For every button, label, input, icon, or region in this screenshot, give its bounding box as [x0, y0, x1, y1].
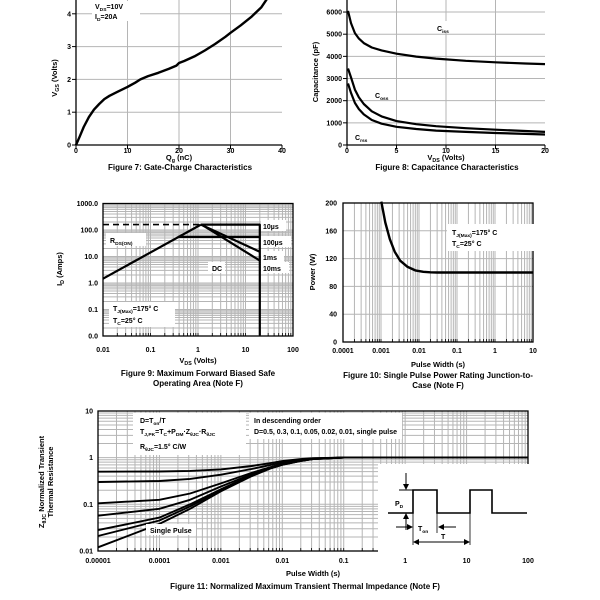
x-tick-label: 10	[529, 348, 537, 355]
y-axis-title: $I_D$ (Amps)	[55, 252, 67, 286]
annotation: $R_{\theta JC}=1.5^\circ$ C/W	[140, 444, 187, 453]
figure-11-chart	[37, 408, 536, 591]
y-axis-title: $V_{GS}$ (Volts)	[50, 59, 62, 97]
y-tick-label: 0.0	[88, 333, 98, 341]
y-tick-label: 80	[329, 283, 337, 291]
annotation: 100µs	[263, 240, 283, 247]
figure-caption: Figure 9: Maximum Forward Biased Safe	[120, 369, 276, 378]
y-tick-label: 1000	[326, 120, 342, 128]
x-tick-label: 10	[442, 148, 450, 155]
x-tick-label: 0.1	[338, 558, 349, 565]
x-tick-label: 1	[403, 558, 408, 565]
x-tick-label: 0.001	[372, 348, 390, 355]
y-axis-title: $Z_{\theta JC}$ Normalized Transient	[37, 435, 49, 529]
y-tick-label: 100.0	[80, 227, 98, 235]
y-tick-label: 200	[325, 200, 337, 208]
x-tick-label: 0	[74, 148, 78, 155]
x-tick-label: 0.01	[412, 348, 426, 355]
y-tick-label: 120	[325, 256, 337, 264]
annotation: $V_{DS}=10V$	[95, 4, 124, 13]
x-tick-label: 0.0001	[332, 348, 354, 355]
annotation: 10ms	[263, 266, 281, 273]
y-axis-title: Power (W)	[308, 253, 317, 291]
annotation: D=0.5, 0.3, 0.1, 0.05, 0.02, 0.01, single pulse	[254, 429, 398, 436]
series-gate-charge-curve	[76, 0, 274, 145]
annotation: 10µs	[263, 224, 279, 231]
y-tick-label: 0	[67, 142, 71, 150]
annotation: 1ms	[263, 255, 278, 262]
y-tick-label: 5000	[326, 31, 342, 39]
figure-9-chart	[55, 201, 299, 388]
x-axis-title: $Q_g$ (nC)	[165, 153, 193, 165]
annotation: Single Pulse	[150, 528, 192, 535]
x-tick-label: 0.01	[275, 558, 290, 565]
figure-caption: Figure 8: Capacitance Characteristics	[375, 163, 519, 172]
x-tick-label: 5	[394, 148, 399, 155]
y-tick-label: 160	[325, 228, 337, 236]
x-tick-label: 0.1	[145, 347, 156, 354]
y-tick-label: 2000	[326, 98, 342, 106]
x-tick-label: 20	[541, 148, 549, 155]
figure-caption: Figure 11: Normalized Maximum Transient Thermal Impedance (Note F)	[170, 582, 440, 591]
annotation: $C_{oss}$	[375, 93, 389, 102]
x-tick-label: 20	[175, 148, 183, 155]
y-tick-label: 0.1	[88, 307, 98, 314]
annotation: $T_C=25^\circ$ C	[452, 241, 482, 250]
x-axis-title: Pulse Width (s)	[285, 569, 341, 578]
y-tick-label: 40	[329, 311, 337, 319]
x-tick-label: 0	[345, 148, 349, 155]
x-tick-label: 100	[522, 558, 534, 565]
x-tick-label: 100	[287, 347, 299, 354]
y-tick-label: 3	[67, 44, 71, 52]
y-axis-title: Thermal Resistance	[46, 446, 55, 518]
annotation: $P_D$	[395, 501, 404, 510]
x-tick-label: 0.1	[452, 348, 462, 355]
x-tick-label: 10	[241, 347, 250, 354]
x-tick-label: 0.001	[212, 558, 230, 565]
x-tick-label: 0.01	[96, 347, 110, 354]
x-axis-title: Pulse Width (s)	[410, 360, 466, 369]
y-tick-label: 4000	[326, 53, 342, 61]
y-tick-label: 1	[67, 109, 71, 117]
annotation: In descending order	[254, 418, 321, 425]
annotation: $T_{J(Max)}=175^\circ$ C	[452, 230, 498, 239]
x-tick-label: 30	[226, 148, 235, 155]
x-tick-label: 0.00001	[85, 558, 111, 565]
annotation: $T_{on}$	[418, 526, 429, 535]
x-tick-label: 10	[123, 148, 132, 155]
annotation: $R_{DS(ON)}$	[110, 238, 133, 247]
y-tick-label: 10.0	[84, 254, 98, 261]
y-tick-label: 1	[89, 455, 93, 463]
figure-10-chart	[308, 201, 537, 391]
figure-8-chart	[311, 0, 549, 172]
x-axis-title: $V_{DS}$ (Volts)	[427, 153, 465, 165]
y-tick-label: 1.0	[88, 280, 98, 288]
y-tick-label: 4	[67, 11, 71, 19]
x-tick-label: 10	[462, 558, 471, 565]
y-tick-label: 0.01	[79, 548, 93, 556]
y-tick-label: 6000	[326, 9, 342, 17]
annotation: DC	[212, 266, 223, 273]
figure-caption: Operating Area (Note F)	[153, 379, 243, 388]
annotation: $T_{J,PK}=T_C+P_{DM}\cdot Z_{\theta JC}\cdot R_{\theta JC}$	[140, 429, 216, 438]
y-tick-label: 0.1	[83, 501, 93, 509]
figure-7-chart	[50, 0, 286, 172]
y-tick-label: 3000	[326, 76, 342, 84]
y-tick-label: 0	[338, 142, 342, 150]
y-tick-label: 0	[333, 339, 337, 347]
x-axis-title: $V_{DS}$ (Volts)	[179, 356, 217, 368]
annotation: $D=T_{on}/T$	[140, 418, 166, 427]
x-tick-label: 1	[196, 347, 200, 354]
figure-caption: Figure 10: Single Pulse Power Rating Junction-to-	[343, 371, 533, 380]
y-axis-title: Capacitance (pF)	[311, 41, 320, 103]
x-tick-label: 15	[491, 148, 500, 155]
x-tick-label: 0.0001	[148, 558, 171, 565]
y-tick-label: 2	[67, 76, 71, 84]
figure-caption: Case (Note F)	[412, 381, 464, 390]
figure-caption: Figure 7: Gate-Charge Characteristics	[107, 163, 253, 172]
y-tick-label: 1000.0	[76, 201, 98, 208]
y-tick-label: 10	[85, 408, 93, 416]
annotation: $C_{rss}$	[355, 135, 368, 144]
annotation: $C_{iss}$	[437, 26, 449, 35]
annotation: $T_C=25^\circ$ C	[113, 318, 143, 327]
x-tick-label: 1	[493, 348, 497, 355]
annotation: $I_D=20A$	[95, 14, 118, 23]
annotation: $T_{J(Max)}=175^\circ$ C	[113, 306, 159, 315]
x-tick-label: 40	[278, 148, 286, 155]
annotation: T	[441, 534, 446, 541]
